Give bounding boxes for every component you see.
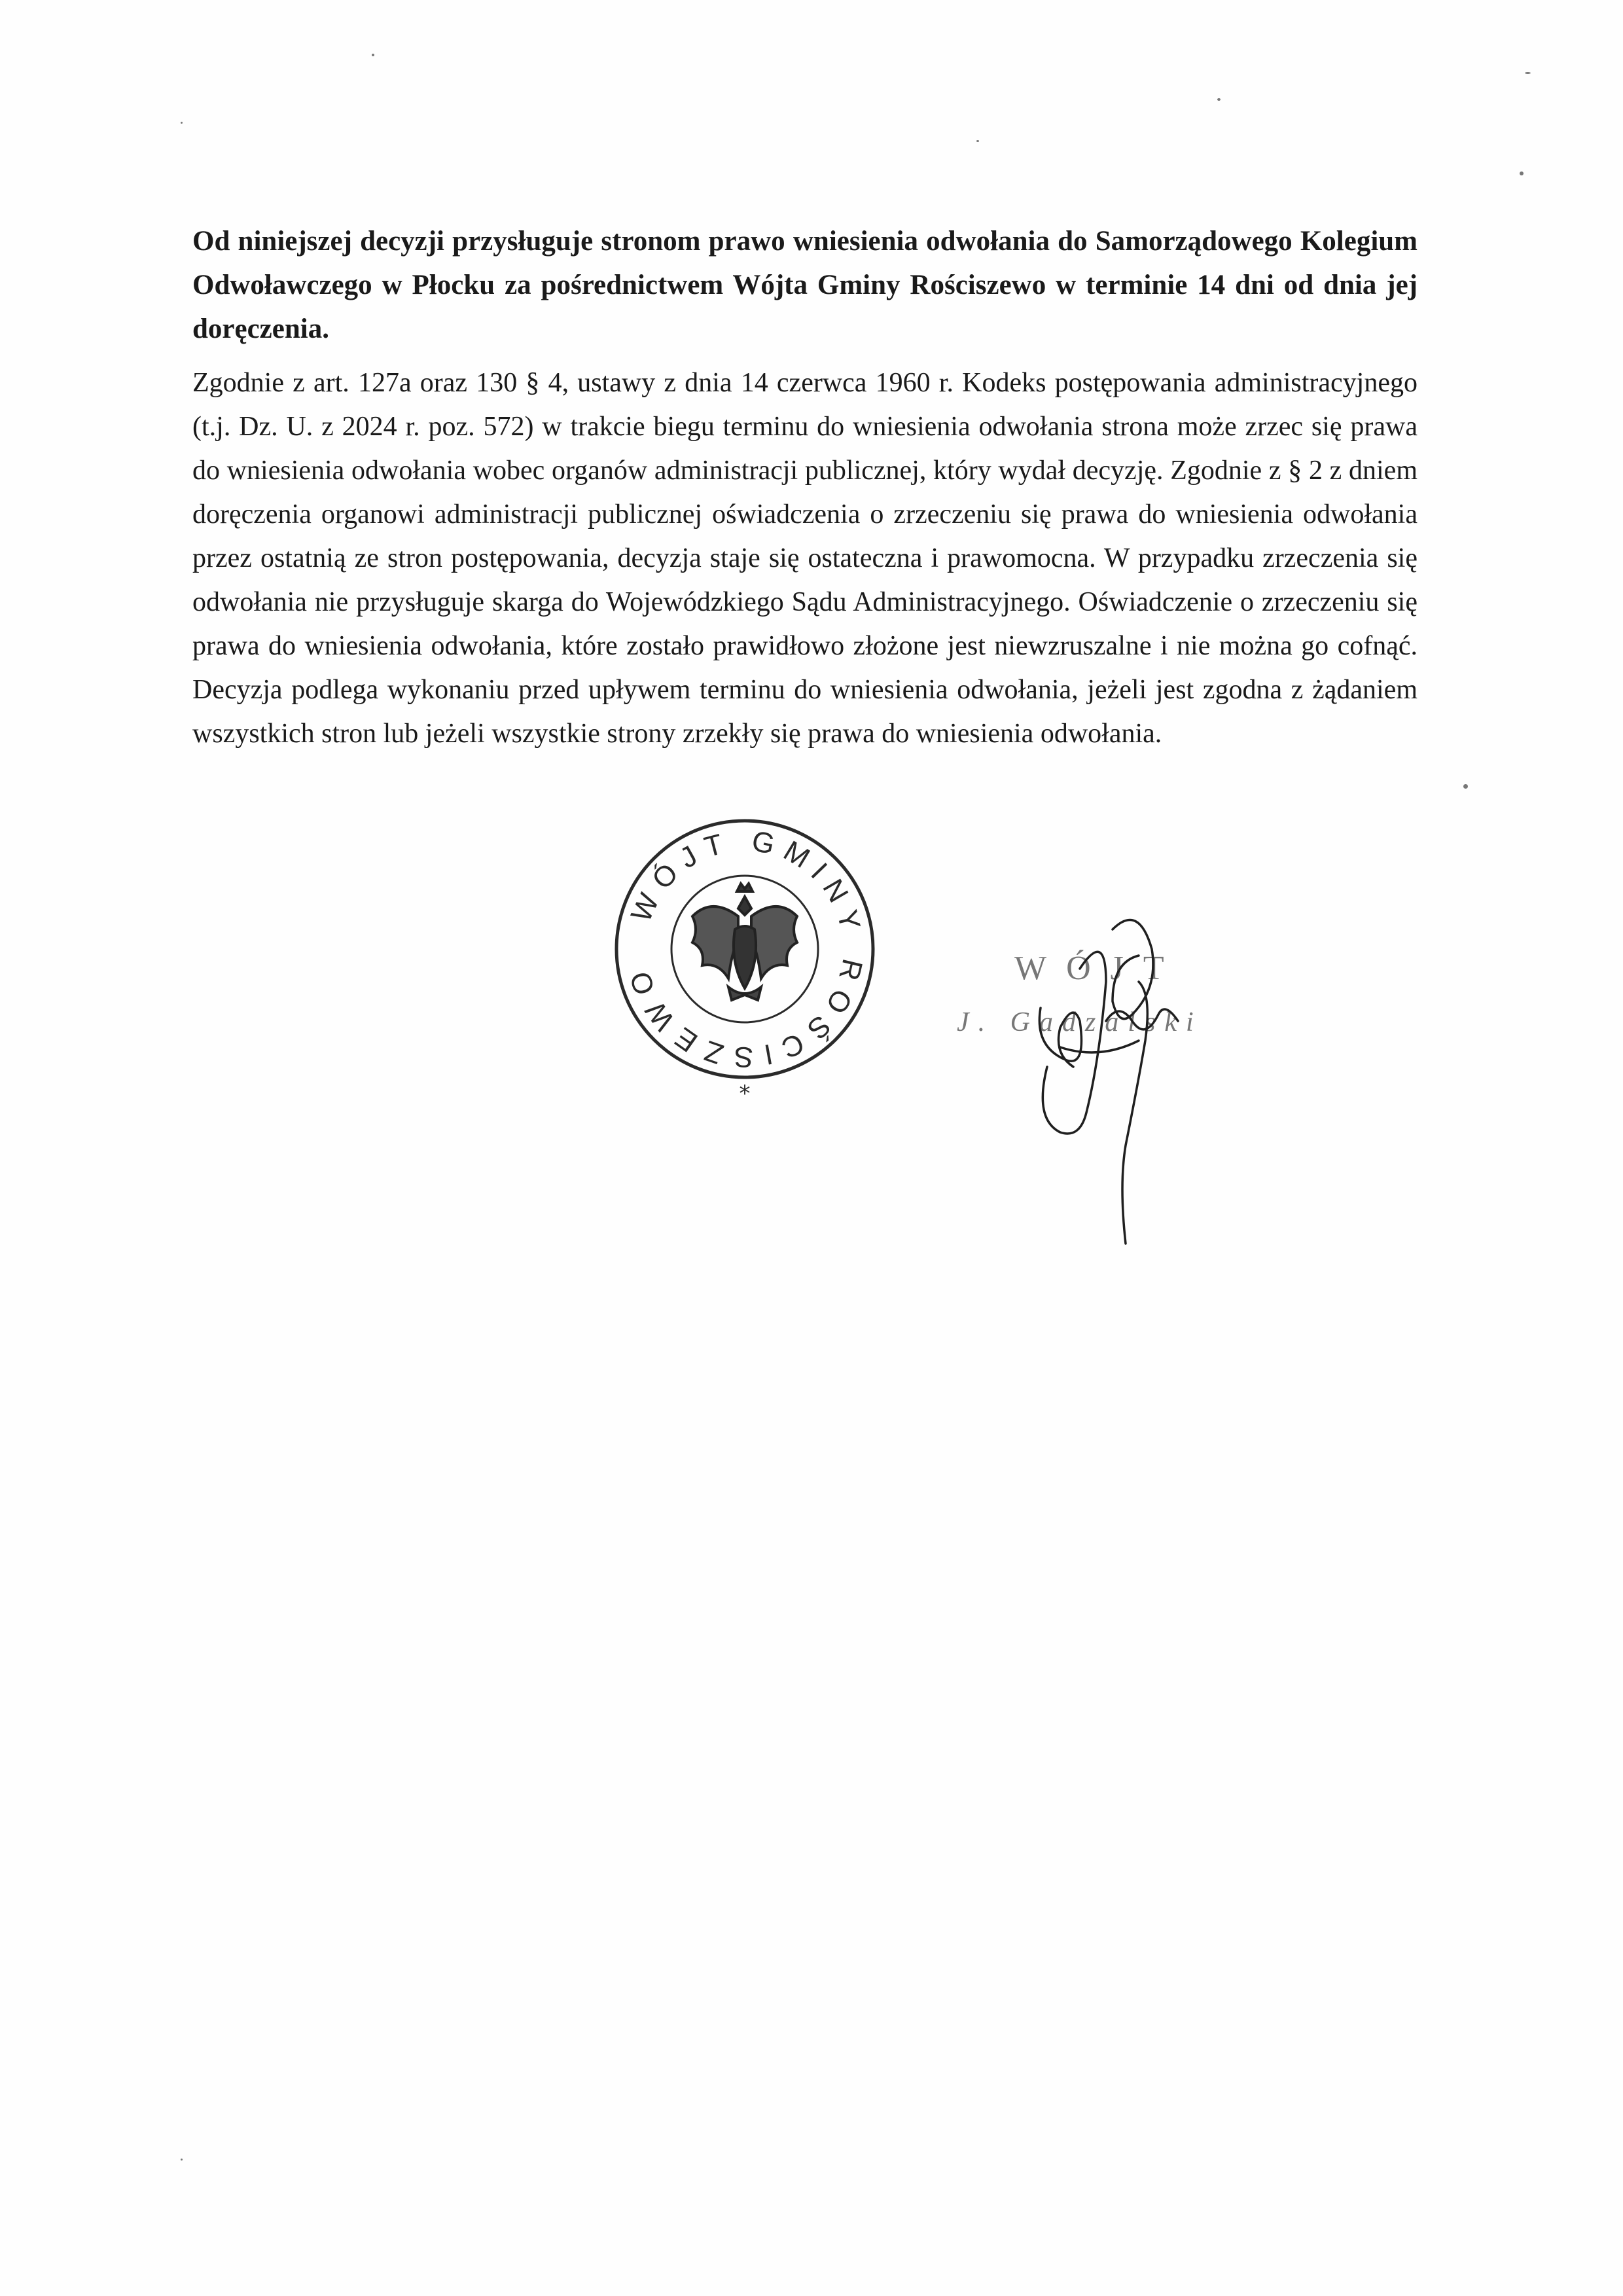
- scan-speck: [1520, 171, 1524, 175]
- official-stamp: [607, 812, 882, 1113]
- legal-text: Zgodnie z art. 127a oraz 130 § 4, ustawy z dnia 14 czerwca 1960 r. Kodeks postępowania administracyjnego (t.j. Dz. U. z 2024 r. poz. 572) w trakcie biegu terminu do wniesienia odwołania strona może zrzec się prawa do wniesienia odwołania wobec organów administracji publicznej, który wydał decyzję. Zgodnie z § 2 z dniem doręczenia organowi administracji publicznej oświadczenia o zrzeczeniu się prawa do wniesienia odwołania przez ostatnią ze stron postępowania, decyzja staje się ostateczna i prawomocna. W przypadku zrzeczenia się odwołania nie przysługuje skarga do Wojewódzkiego Sądu Administracyjnego. Oświadczenie o zrzeczeniu się prawa do wniesienia odwołania, które zostało prawidłowo złożone jest niewzruszalne i nie można go cofnąć. Decyzja podlega wykonaniu przed upływem terminu do wniesienia odwołania, jeżeli jest zgodna z żądaniem wszystkich stron lub jeżeli wszystkie strony zrzekły się prawa do wniesienia odwołania.: [192, 368, 1418, 749]
- scan-speck: [181, 2159, 183, 2161]
- stamp-ring-text: WÓJT GMINY ROŚCISZEWO: [621, 825, 869, 1073]
- appeal-notice: Od niniejszej decyzji przysługuje stronom prawo wniesienia odwołania do Samorządowego Kolegium Odwoławczego w Płocku za pośrednictwem Wójta Gminy Rościszewo w terminie 14 dni od dnia jej doręczenia.: [192, 226, 1418, 344]
- polish-eagle-icon: [692, 884, 797, 1000]
- scan-speck: [1525, 72, 1531, 74]
- scan-speck: [1217, 98, 1221, 101]
- signature-title: WÓJT: [1014, 950, 1184, 987]
- signature-name: J. Gadzalski: [957, 1007, 1203, 1037]
- signature-block: [942, 890, 1283, 1296]
- stamp-star: *: [739, 1081, 751, 1107]
- scan-speck: [181, 122, 183, 124]
- scan-speck: [976, 140, 979, 142]
- handwritten-signature-icon: [942, 890, 1283, 1296]
- scan-speck: [372, 54, 374, 56]
- scan-speck: [1463, 784, 1468, 789]
- stamp-icon: [607, 812, 882, 1113]
